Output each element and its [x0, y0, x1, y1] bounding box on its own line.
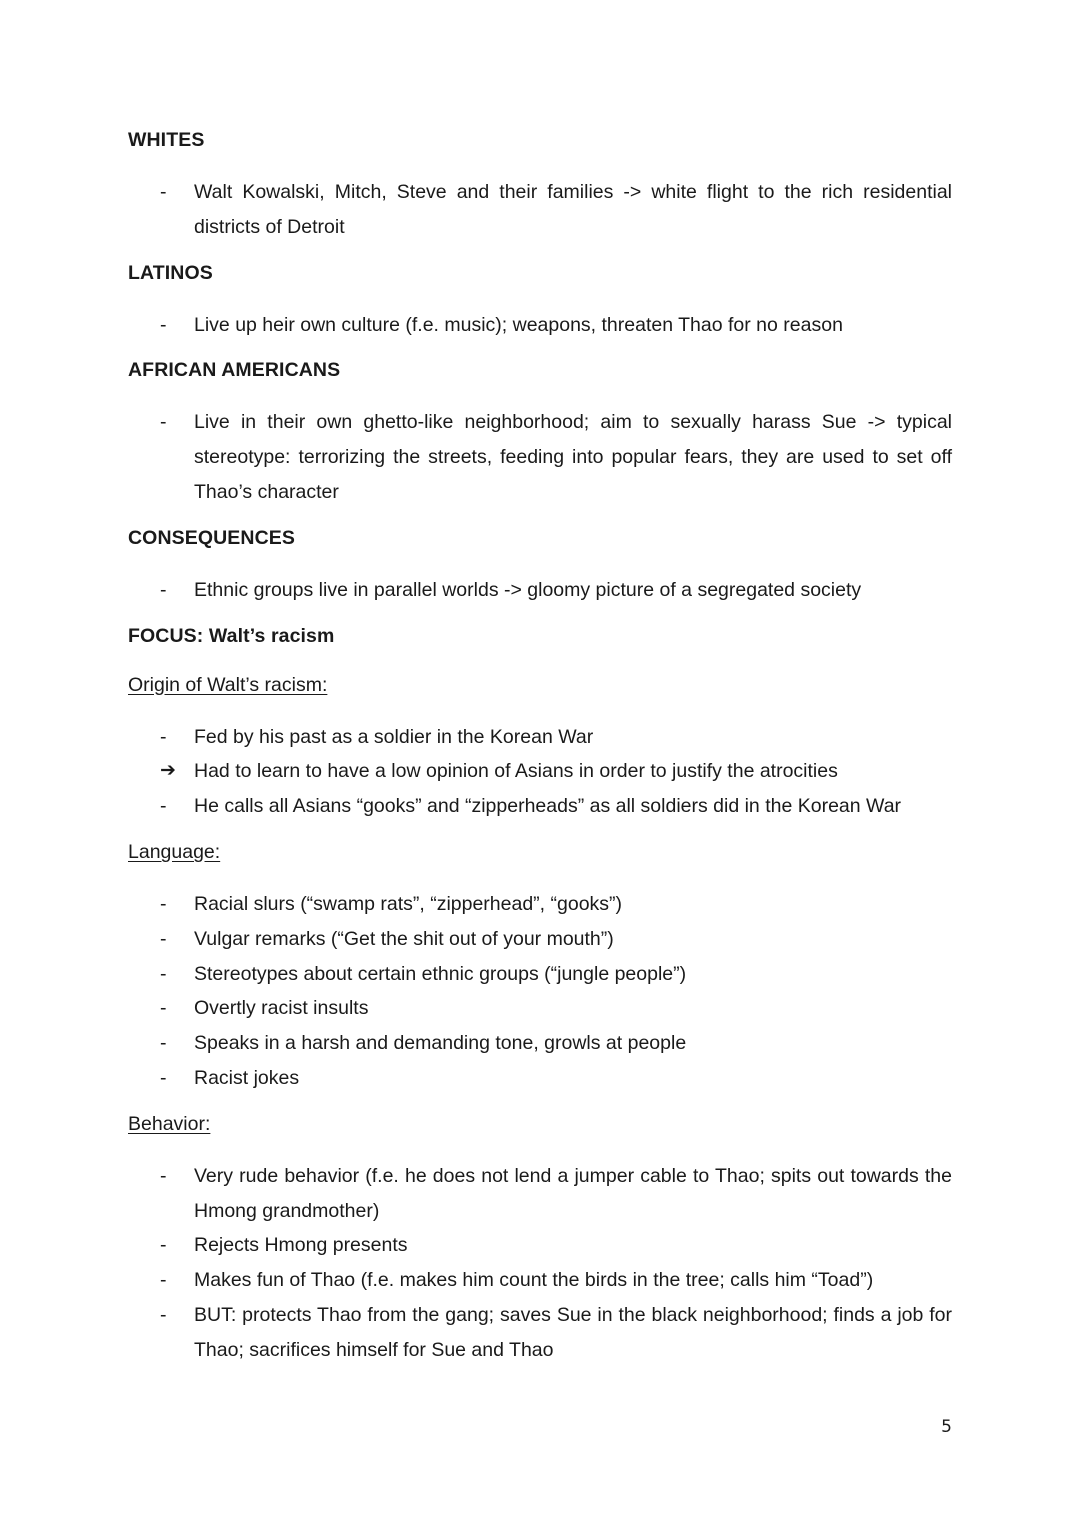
list-african-americans [128, 405, 952, 509]
dash-marker: - [160, 962, 167, 985]
dash-marker: - [160, 1032, 167, 1055]
list-consequences [128, 573, 952, 608]
list-item: - Fed by his past as a soldier in the Korean War [128, 720, 952, 755]
page-number: 5 [941, 1417, 952, 1437]
dash-marker: - [160, 1234, 167, 1257]
dash-marker: - [160, 892, 167, 915]
dash-marker: - [160, 1164, 167, 1187]
list-item: - Very rude behavior (f.e. he does not lend a jumper cable to Thao; spits out towards the Hmong grandmother) [128, 1159, 952, 1229]
heading-consequences: CONSEQUENCES [128, 526, 295, 549]
heading-african-americans: AFRICAN AMERICANS [128, 359, 341, 382]
list-item: - Vulgar remarks (“Get the shit out of your mouth”) [128, 922, 952, 957]
list-item: - Makes fun of Thao (f.e. makes him count the birds in the tree; calls him “Toad”) [128, 1263, 952, 1298]
list-item: - Racial slurs (“swamp rats”, “zipperhead”, “gooks”) [128, 887, 952, 922]
subheading-origin: Origin of Walt’s racism: [128, 673, 328, 696]
dash-marker: - [160, 927, 167, 950]
list-item: - Speaks in a harsh and demanding tone, growls at people [128, 1026, 952, 1061]
list-item: - He calls all Asians “gooks” and “zipperheads” as all soldiers did in the Korean War [128, 789, 952, 824]
dash-marker: - [160, 1269, 167, 1292]
dash-marker: - [160, 1303, 167, 1326]
dash-marker: - [160, 411, 167, 434]
list-item: - Racist jokes [128, 1061, 952, 1096]
list-item: ➔ Had to learn to have a low opinion of Asians in order to justify the atrocities [128, 754, 952, 789]
heading-whites: WHITES [128, 129, 205, 151]
heading-latinos: LATINOS [128, 261, 213, 284]
list-latinos [128, 308, 952, 343]
arrow-right-icon: ➔ [160, 760, 176, 782]
heading-focus: FOCUS: Walt’s racism [128, 624, 335, 647]
list-item: - Stereotypes about certain ethnic groups (“jungle people”) [128, 957, 952, 992]
subheading-language: Language: [128, 840, 221, 863]
dash-marker: - [160, 181, 167, 203]
list-item: - Live up heir own culture (f.e. music); weapons, threaten Thao for no reason [128, 308, 952, 343]
list-item: - BUT: protects Thao from the gang; saves Sue in the black neighborhood; finds a job for Thao; sacrifices himself for Sue and Thao [128, 1298, 952, 1368]
list-whites [128, 175, 952, 245]
dash-marker: - [160, 795, 167, 818]
list-language [128, 887, 952, 1096]
dash-marker: - [160, 997, 167, 1020]
list-item: - Rejects Hmong presents [128, 1228, 952, 1263]
list-origin [128, 720, 952, 824]
dash-marker: - [160, 1066, 167, 1089]
dash-marker: - [160, 313, 167, 336]
list-item: - Walt Kowalski, Mitch, Steve and their families -> white flight to the rich residential districts of Detroit [128, 175, 952, 245]
dash-marker: - [160, 725, 167, 748]
list-item: - Overtly racist insults [128, 991, 952, 1026]
list-item: - Live in their own ghetto-like neighborhood; aim to sexually harass Sue -> typical stereotype: terrorizing the streets, feeding into popular fears, they are used to set off Thao’s character [128, 405, 952, 509]
dash-marker: - [160, 578, 167, 601]
subheading-behavior: Behavior: [128, 1112, 211, 1135]
list-behavior [128, 1159, 952, 1368]
document-page [128, 126, 952, 1368]
list-item: - Ethnic groups live in parallel worlds -> gloomy picture of a segregated society [128, 573, 952, 608]
